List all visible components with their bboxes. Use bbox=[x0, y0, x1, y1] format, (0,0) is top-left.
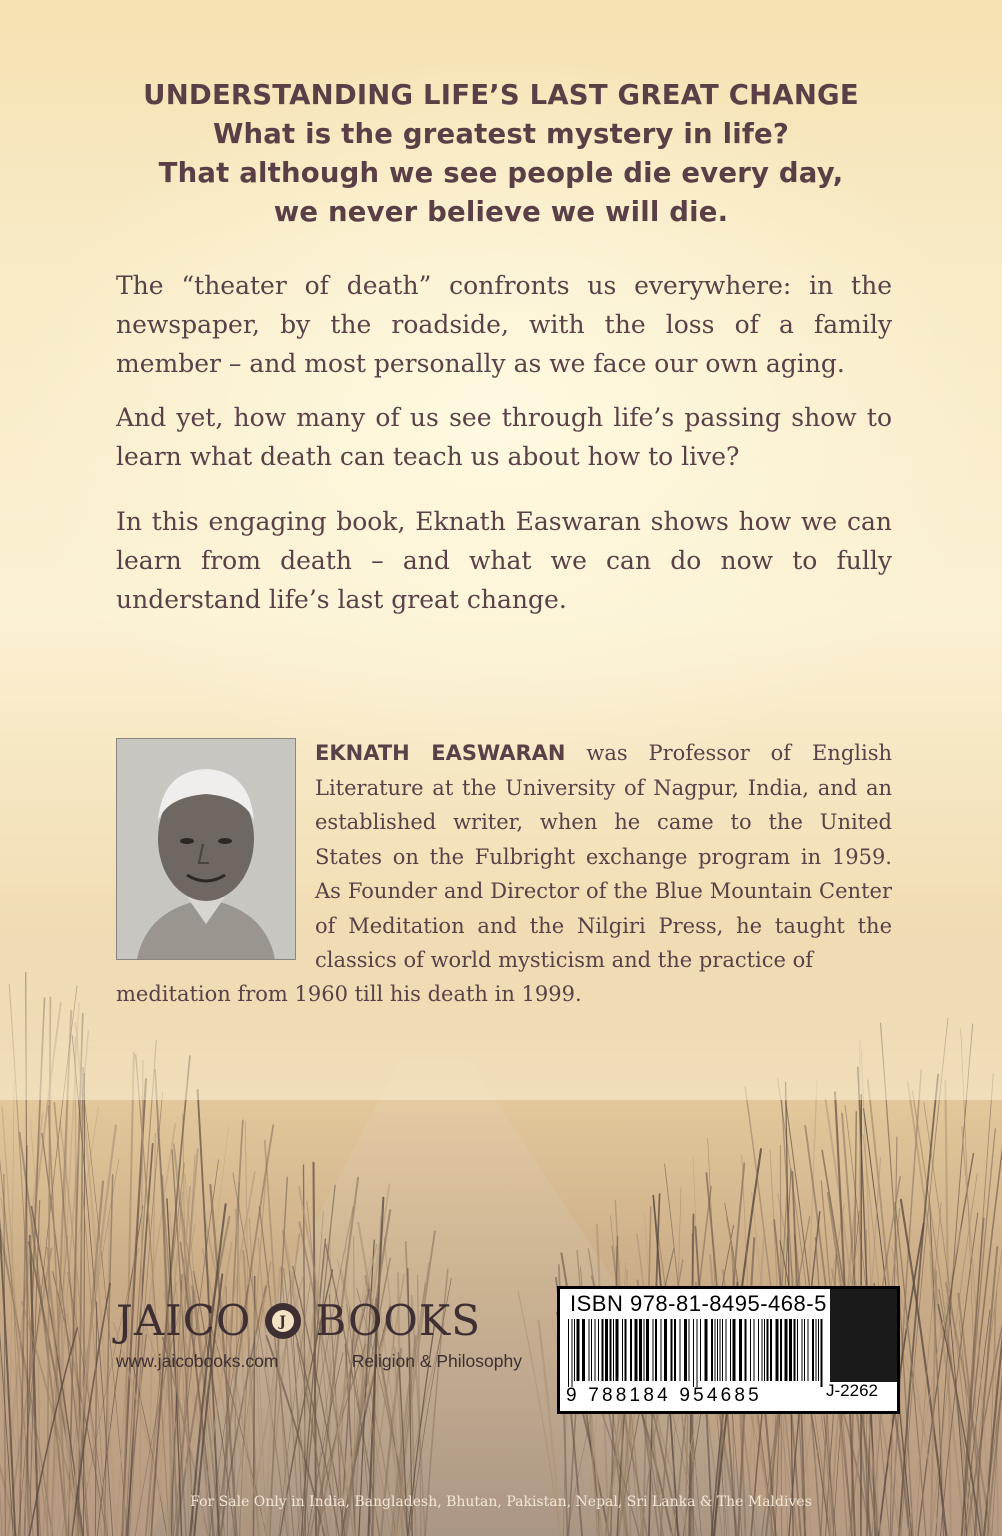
barcode-bar bbox=[644, 1319, 645, 1381]
barcode-bar bbox=[733, 1319, 736, 1381]
barcode-bar bbox=[764, 1319, 765, 1381]
barcode-bar bbox=[804, 1319, 805, 1381]
barcode-bar bbox=[700, 1319, 701, 1381]
barcode-bar bbox=[722, 1319, 723, 1381]
publisher-name-right: BOOKS bbox=[315, 1296, 481, 1345]
barcode-bar bbox=[739, 1319, 742, 1381]
publisher-block bbox=[116, 1296, 536, 1372]
barcode-bar bbox=[622, 1319, 623, 1381]
publisher-website: www.jaicobooks.com bbox=[116, 1351, 279, 1371]
barcode-bar bbox=[780, 1319, 782, 1381]
barcode-bar bbox=[625, 1319, 627, 1381]
author-bio-text bbox=[315, 736, 892, 978]
barcode-bar bbox=[610, 1319, 612, 1381]
barcode-bar bbox=[770, 1319, 772, 1381]
barcode-bar bbox=[595, 1319, 596, 1381]
headline-answer-1: That although we see people die every day, bbox=[158, 157, 844, 189]
jaico-sun-icon bbox=[263, 1301, 303, 1341]
barcode-bar bbox=[697, 1319, 698, 1387]
paragraph-3: In this engaging book, Eknath Easwaran shows how we can learn from death – and what we can do now to fully understand life’s last great change. bbox=[116, 507, 892, 614]
barcode-bar bbox=[730, 1319, 731, 1381]
barcode-bar bbox=[802, 1319, 803, 1381]
barcode-bar bbox=[705, 1319, 708, 1381]
publisher-logo bbox=[116, 1296, 536, 1345]
paragraph-1: The “theater of death” confronts us everywhere: in the newspaper, by the roadside, with the loss of a family member – and most personally as we face our own aging. bbox=[116, 271, 892, 378]
headline-answer-2: we never believe we will die. bbox=[273, 196, 729, 228]
grass-blade bbox=[945, 1081, 950, 1536]
author-bio-last-line: meditation from 1960 till his death in 1999. bbox=[116, 982, 582, 1006]
barcode-bar bbox=[646, 1319, 649, 1381]
publisher-name-left: JAICO bbox=[116, 1296, 252, 1345]
barcode-number: 9 788184 954685 bbox=[566, 1385, 762, 1406]
barcode-bar bbox=[568, 1319, 569, 1387]
barcode-bar bbox=[582, 1319, 585, 1381]
barcode-bar bbox=[664, 1319, 667, 1381]
barcode-bar bbox=[693, 1319, 694, 1387]
barcode-bar bbox=[745, 1319, 747, 1381]
barcode-bar bbox=[717, 1319, 718, 1381]
barcode-bar bbox=[816, 1319, 817, 1381]
barcode-bar bbox=[720, 1319, 721, 1381]
barcode-bar bbox=[589, 1319, 590, 1381]
barcode-bar bbox=[785, 1319, 788, 1381]
barcode-bar bbox=[812, 1319, 814, 1381]
barcode-bar bbox=[680, 1319, 681, 1381]
barcode-bar bbox=[808, 1319, 809, 1381]
jaico-logo-letter: J bbox=[279, 1313, 288, 1330]
barcode-bar bbox=[602, 1319, 604, 1381]
paragraph-2: And yet, how many of us see through life’s passing show to learn what death can teach us about how to live? bbox=[116, 403, 892, 471]
barcode-bar bbox=[655, 1319, 657, 1381]
headline-question: What is the greatest mystery in life? bbox=[212, 118, 790, 150]
barcode-bar bbox=[653, 1319, 654, 1381]
barcode-bar bbox=[674, 1319, 676, 1381]
barcode-bar bbox=[750, 1319, 751, 1381]
barcode-bar bbox=[758, 1319, 759, 1381]
barcode-bar bbox=[635, 1319, 638, 1381]
barcode-bar bbox=[797, 1319, 798, 1381]
barcode-bar bbox=[574, 1319, 575, 1381]
author-photo bbox=[116, 738, 296, 960]
barcode-bar bbox=[639, 1319, 642, 1381]
barcode-bar bbox=[776, 1319, 779, 1381]
barcode-bar bbox=[818, 1319, 819, 1381]
barcode-bar bbox=[794, 1319, 796, 1381]
barcode-bar bbox=[613, 1319, 614, 1381]
barcode-bar bbox=[789, 1319, 792, 1381]
barcode-bar bbox=[572, 1319, 573, 1387]
barcode-bar bbox=[616, 1319, 619, 1381]
catalog-code: J-2262 bbox=[826, 1381, 878, 1400]
barcode-bar bbox=[630, 1319, 632, 1381]
barcode-bar bbox=[821, 1319, 823, 1387]
author-name: EKNATH EASWARAN bbox=[315, 741, 566, 765]
barcode-bar bbox=[715, 1319, 716, 1381]
barcode-bar bbox=[754, 1319, 755, 1381]
barcode-bar bbox=[577, 1319, 580, 1381]
headline-title: UNDERSTANDING LIFE’S LAST GREAT CHANGE bbox=[143, 79, 859, 111]
isbn-label: ISBN 978-81-8495-468-5 bbox=[570, 1291, 827, 1316]
barcode-bar bbox=[711, 1319, 713, 1381]
author-bio-body: was Professor of English Literature at the University of Nagpur, India, and an established writer, when he came to the United States on the Fulbright exchange program in 1959. As Founder and Director of the Blue Mountain Center of Meditation and the Nilgiri Press, he taught the classics of world mysticism and the practice of bbox=[315, 741, 892, 972]
book-category: Religion & Philosophy bbox=[351, 1351, 522, 1371]
barcode-bar bbox=[598, 1319, 599, 1381]
barcode-bar bbox=[591, 1319, 592, 1381]
barcode-bar bbox=[684, 1319, 687, 1381]
barcode-bar bbox=[767, 1319, 769, 1381]
headline bbox=[0, 76, 1002, 232]
sale-territory-note: For Sale Only in India, Bangladesh, Bhutan, Pakistan, Nepal, Sri Lanka & The Maldives bbox=[190, 1494, 812, 1510]
barcode-bar bbox=[762, 1319, 763, 1381]
barcode-bar bbox=[661, 1319, 662, 1381]
barcode-bars bbox=[566, 1319, 828, 1387]
barcode-bar bbox=[671, 1319, 673, 1381]
barcode-bar bbox=[605, 1319, 608, 1381]
barcode-bar bbox=[726, 1319, 727, 1381]
barcode-bar bbox=[689, 1319, 690, 1381]
